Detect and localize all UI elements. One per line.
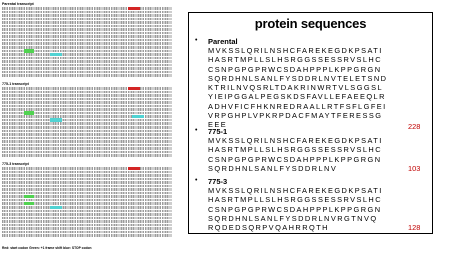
protein-length: 228 [408, 122, 421, 131]
sequence-line [2, 206, 172, 209]
sequence-line [2, 185, 172, 188]
sequence-line [2, 140, 172, 143]
codon-highlight [50, 206, 62, 210]
sequence-line [2, 144, 172, 147]
sequence-line [2, 174, 172, 177]
protein-sequence: MVKSSLQRILNSHCFAREKEGDKPSATI HASRTMPLLSLHSRGGSSESSRVSLHC CSNPGPGPRWCSDAHPPPLKPPGRGN SQRDHNLSANLFYSDDRLNV [208, 136, 383, 173]
sequence-line [2, 227, 172, 230]
protein-name: 775-3 [208, 177, 228, 186]
sequence-line [2, 60, 172, 63]
sequence-line [2, 101, 172, 104]
sequence-line [2, 210, 172, 213]
sequence-line [2, 122, 172, 125]
sequence-line [2, 178, 172, 181]
codon-highlight [50, 53, 62, 57]
codon-color-legend: Red: start codon Green: +1 frame shift blue: STOP codon [2, 246, 92, 250]
sequence-line [2, 181, 172, 184]
sequence-line [2, 130, 172, 133]
bullet-icon: • [195, 127, 198, 134]
sequence-line [2, 18, 172, 21]
codon-highlight [128, 167, 140, 171]
sequence-line [2, 74, 172, 77]
codon-highlight [50, 118, 62, 122]
sequence-line [2, 220, 172, 223]
transcript-775-1-sequence [2, 87, 172, 158]
sequence-line [2, 171, 172, 174]
transcript-sequences-panel [2, 2, 174, 251]
sequence-line [2, 91, 172, 94]
codon-highlight [24, 111, 34, 115]
sequence-line [2, 14, 172, 17]
protein-sequences-panel [188, 12, 433, 234]
sequence-line [2, 57, 172, 60]
protein-sequence: MVKSSLQRILNSHCFAREKEGDKPSATI HASRTMPLLSLHSRGGSSESSRVSLHC CSNPGPGPRWCSDAHPPPLKPPGRGN SQRDHNLSANLFYSDDRLNVTELETSND KTRILNVQSRLTDAKRINWRTVLSGGSL YIEIPGGALPEGSKDSFAVLLEFAEEQLR ADHVFICFHKNREDRAALLRTFSFLGFEI VRPGHPLVPKRPDACFMAYTFERESSG EEE [208, 46, 388, 130]
sequence-line [2, 21, 172, 24]
sequence-line [2, 98, 172, 101]
sequence-line [2, 71, 172, 74]
codon-highlight [132, 115, 144, 119]
sequence-line [2, 154, 172, 157]
sequence-line [2, 35, 172, 38]
sequence-line [2, 87, 172, 90]
codon-highlight [128, 87, 140, 91]
sequence-line [2, 53, 172, 56]
sequence-line [2, 231, 172, 234]
sequence-line [2, 28, 172, 31]
sequence-line [2, 137, 172, 140]
sequence-line [2, 133, 172, 136]
codon-highlight [24, 202, 34, 206]
sequence-line [2, 32, 172, 35]
sequence-line [2, 39, 172, 42]
sequence-line [2, 119, 172, 122]
panel-title: protein sequences [254, 16, 367, 31]
sequence-line [2, 147, 172, 150]
parental-transcript-label: Parental transcript [2, 2, 34, 6]
parental-transcript-sequence [2, 7, 172, 78]
transcript-775-3-sequence [2, 167, 172, 238]
sequence-line [2, 105, 172, 108]
bullet-icon: • [195, 37, 198, 44]
protein-name: 775-1 [208, 127, 228, 136]
protein-length: 103 [408, 164, 421, 173]
sequence-line [2, 64, 172, 67]
sequence-line [2, 217, 172, 220]
protein-name: Parental [208, 37, 238, 46]
sequence-line [2, 188, 172, 191]
sequence-line [2, 126, 172, 129]
protein-sequence: MVKSSLQRILNSHCFAREKEGDKPSATI HASRTMPLLSLHSRGGSSESSRVSLHC CSNPGPGPRWCSDAHPPPLKPPGRGN SQRDHNLSANLFYSDDRLNVRGTNVQ RQDEDSQRPVQAHRRQTH [208, 186, 383, 233]
sequence-line [2, 115, 172, 118]
transcript-775-3-label: 775-3 transcript [2, 162, 29, 166]
sequence-line [2, 234, 172, 237]
codon-highlight [24, 195, 34, 199]
sequence-line [2, 11, 172, 14]
sequence-line [2, 94, 172, 97]
protein-length: 128 [408, 223, 421, 232]
sequence-line [2, 195, 172, 198]
sequence-line [2, 42, 172, 45]
sequence-line [2, 7, 172, 10]
sequence-line [2, 224, 172, 227]
sequence-line [2, 50, 172, 53]
sequence-line [2, 112, 172, 115]
sequence-line [2, 202, 172, 205]
bullet-icon: • [195, 177, 198, 184]
sequence-line [2, 151, 172, 154]
codon-highlight [128, 7, 140, 11]
codon-highlight [24, 49, 34, 53]
sequence-line [2, 213, 172, 216]
sequence-line [2, 167, 172, 170]
sequence-line [2, 67, 172, 70]
transcript-775-1-label: 775-1 transcript [2, 82, 29, 86]
sequence-line [2, 25, 172, 28]
